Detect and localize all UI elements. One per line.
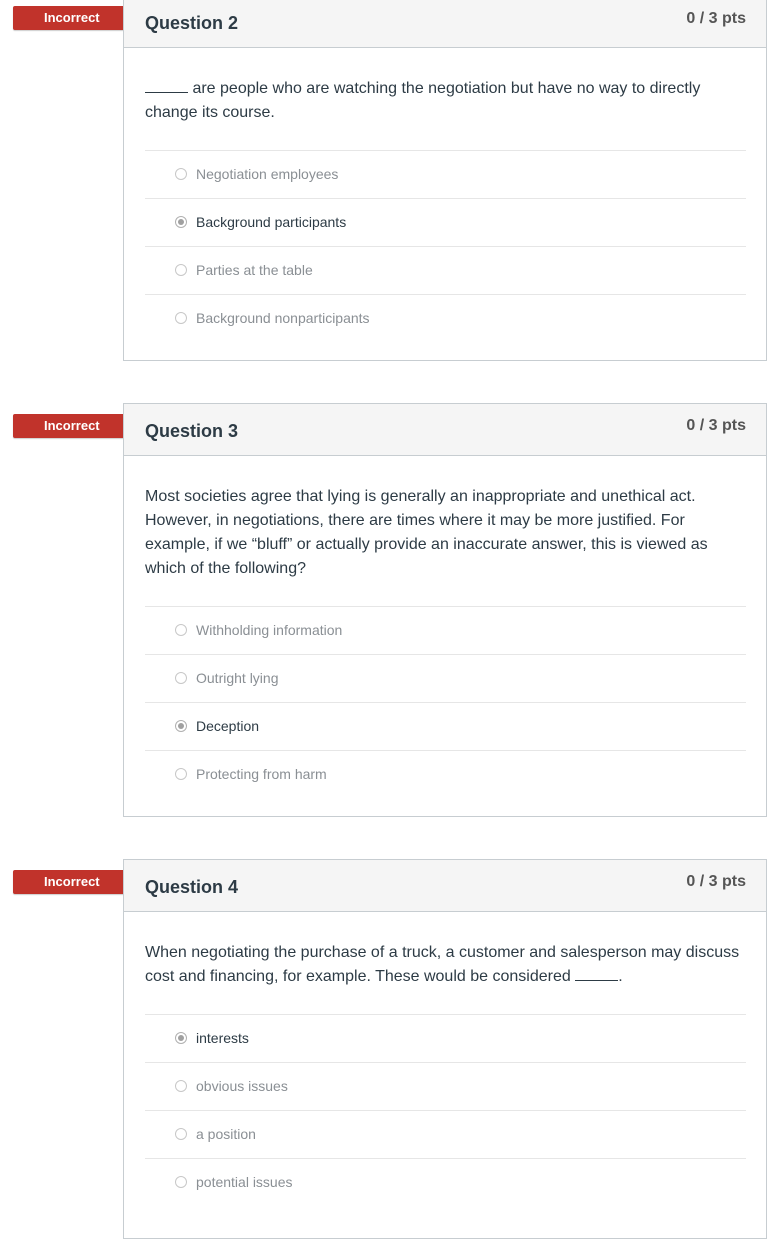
question-card — [123, 859, 767, 1239]
answer-option[interactable] — [145, 1158, 746, 1206]
answer-option[interactable] — [145, 198, 746, 246]
answer-label: interests — [196, 1030, 249, 1046]
radio-button[interactable] — [175, 1032, 187, 1044]
answer-blank — [575, 966, 618, 981]
answer-option[interactable] — [145, 150, 746, 198]
answer-option[interactable] — [145, 246, 746, 294]
answer-list — [145, 150, 746, 342]
radio-button[interactable] — [175, 624, 187, 636]
question-card — [123, 403, 767, 817]
radio-button[interactable] — [175, 216, 187, 228]
radio-button[interactable] — [175, 720, 187, 732]
question-text-end: . — [618, 968, 623, 985]
question-points: 0 / 3 pts — [686, 873, 746, 890]
answer-label: a position — [196, 1126, 256, 1142]
question-title: Question 3 — [145, 421, 239, 441]
answer-label: Negotiation employees — [196, 166, 339, 182]
answer-label: obvious issues — [196, 1078, 288, 1094]
answer-label: Parties at the table — [196, 262, 313, 278]
answer-option[interactable] — [145, 606, 746, 654]
question-title: Question 2 — [145, 13, 239, 33]
question-header — [124, 404, 766, 456]
question-text-content: are people who are watching the negotiation but have no way to directly change its course. — [145, 80, 701, 121]
answer-option[interactable] — [145, 1110, 746, 1158]
question-header — [124, 0, 766, 48]
answer-option[interactable] — [145, 1014, 746, 1062]
question-title: Question 4 — [145, 877, 239, 897]
question-text — [145, 77, 746, 125]
question-card — [123, 0, 767, 361]
radio-button[interactable] — [175, 312, 187, 324]
answer-label: Outright lying — [196, 670, 279, 686]
radio-button[interactable] — [175, 1176, 187, 1188]
incorrect-badge: Incorrect — [13, 6, 124, 30]
question-text: Most societies agree that lying is generally an inappropriate and unethical act. However, in negotiations, there are times where it may be more justified. For example, if we “bluff” or actually provide an inaccurate answer, this is viewed as which of the following? — [145, 488, 708, 577]
answer-label: Background participants — [196, 214, 347, 230]
answer-option[interactable] — [145, 654, 746, 702]
answer-list — [145, 606, 746, 798]
incorrect-badge: Incorrect — [13, 870, 124, 894]
answer-option[interactable] — [145, 294, 746, 342]
radio-button[interactable] — [175, 672, 187, 684]
radio-button[interactable] — [175, 1128, 187, 1140]
question-text — [145, 941, 746, 989]
question-points: 0 / 3 pts — [686, 417, 746, 434]
question-text-content: When negotiating the purchase of a truck, a customer and salesperson may discuss cost and financing, for example. These would be considered — [145, 944, 740, 985]
answer-label: Deception — [196, 718, 260, 734]
answer-blank — [145, 78, 188, 93]
radio-button[interactable] — [175, 1080, 187, 1092]
answer-label: potential issues — [196, 1174, 293, 1190]
answer-option[interactable] — [145, 750, 746, 798]
answer-option[interactable] — [145, 1062, 746, 1110]
answer-list — [145, 1014, 746, 1206]
radio-button[interactable] — [175, 264, 187, 276]
answer-label: Protecting from harm — [196, 766, 327, 782]
question-points: 0 / 3 pts — [686, 10, 746, 27]
answer-label: Background nonparticipants — [196, 310, 370, 326]
radio-button[interactable] — [175, 768, 187, 780]
answer-option[interactable] — [145, 702, 746, 750]
radio-button[interactable] — [175, 168, 187, 180]
answer-label: Withholding information — [196, 622, 343, 638]
question-header — [124, 860, 766, 912]
incorrect-badge: Incorrect — [13, 414, 124, 438]
